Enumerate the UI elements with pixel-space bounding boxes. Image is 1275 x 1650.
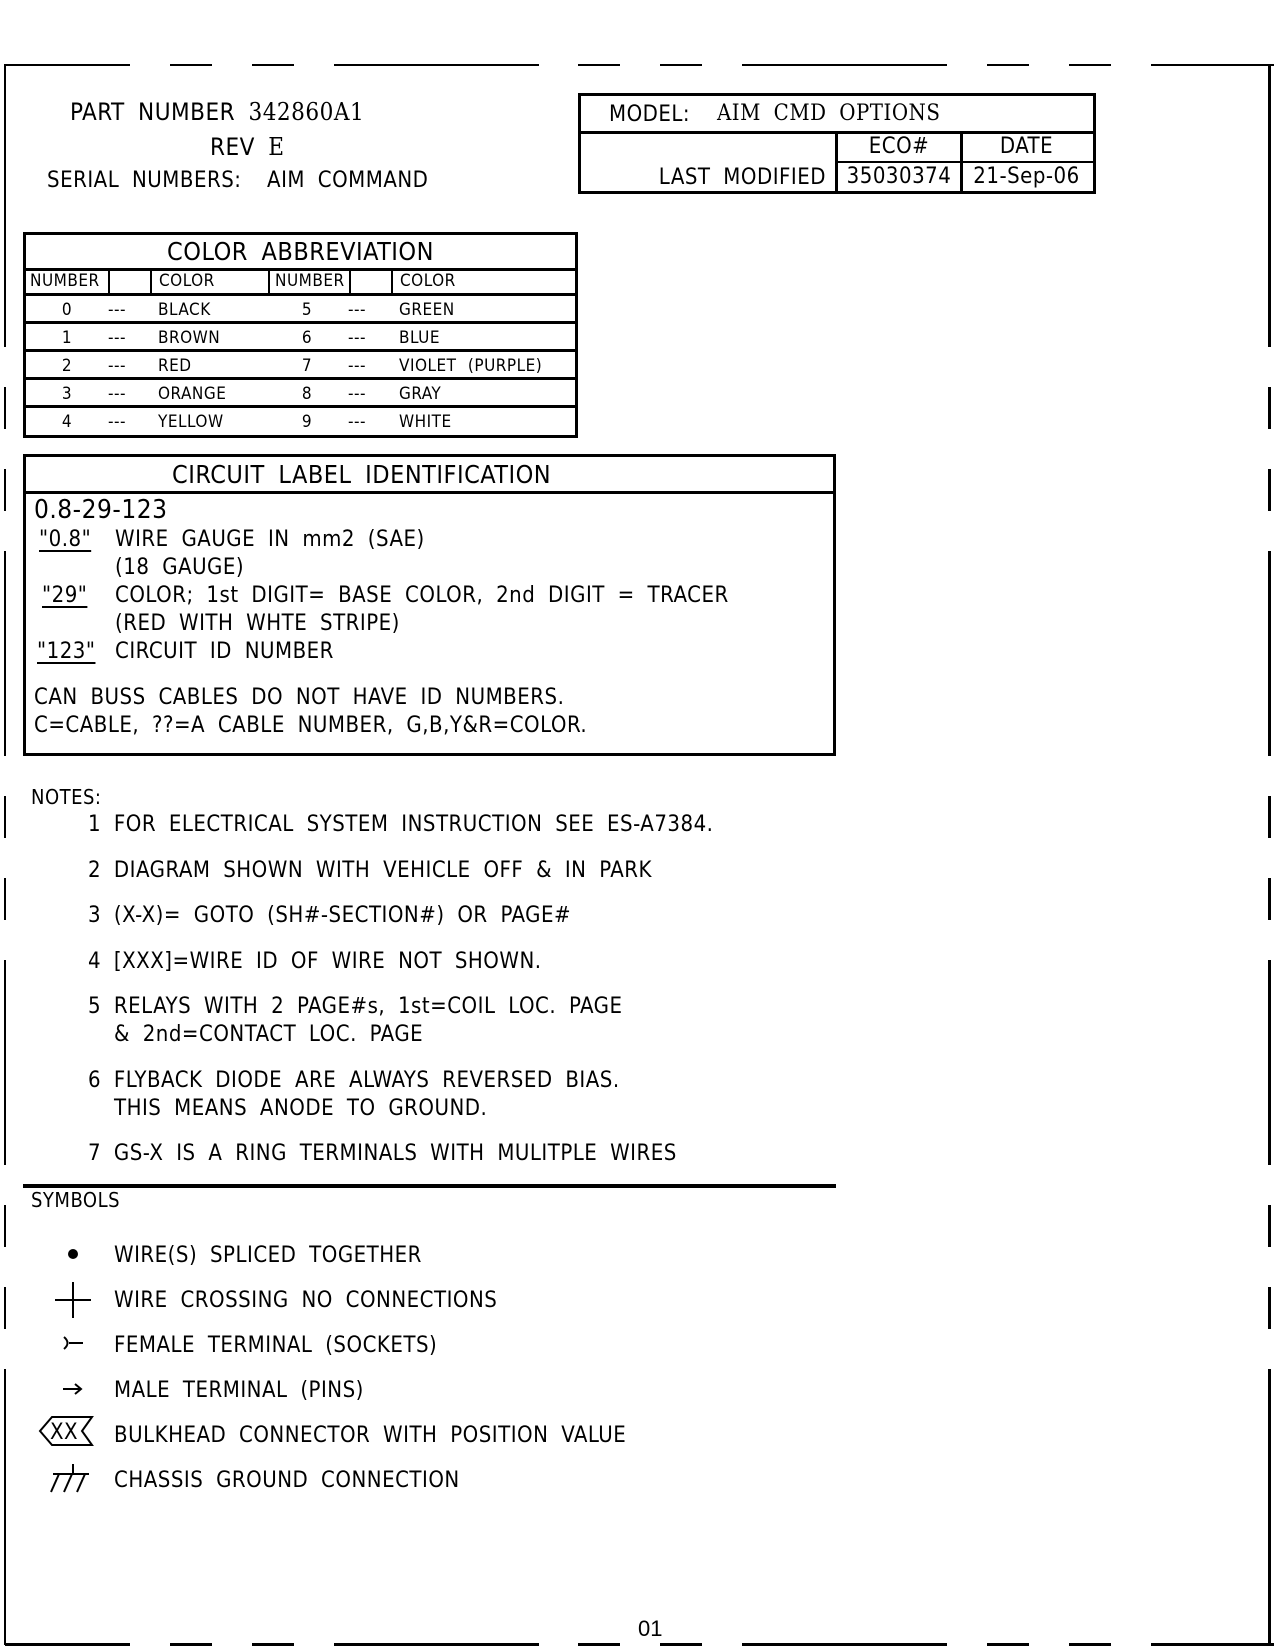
- part-number-line: [70, 98, 364, 126]
- model-value: AIM CMD OPTIONS: [717, 101, 941, 126]
- dash-separator: ---: [108, 356, 127, 376]
- note-text: RELAYS WITH 2 PAGE#s, 1st=COIL LOC. PAGE: [113, 994, 623, 1019]
- color-description: COLOR; 1st DIGIT= BASE COLOR, 2nd DIGIT = TRACER: [115, 583, 729, 608]
- dash-separator: ---: [108, 300, 127, 320]
- color-name: GRAY: [399, 384, 442, 404]
- dash-separator: ---: [348, 356, 367, 376]
- chassis-ground-icon: [42, 1458, 98, 1498]
- wire-crossing-icon: [48, 1280, 98, 1320]
- serial-numbers-value: AIM COMMAND: [267, 168, 429, 193]
- serial-numbers-label: SERIAL NUMBERS:: [47, 168, 242, 193]
- color-name: BROWN: [158, 328, 221, 348]
- color-number: 2: [61, 356, 73, 376]
- dash-separator: ---: [108, 328, 127, 348]
- circuit-id-description: CIRCUIT ID NUMBER: [115, 639, 334, 664]
- note-text: FLYBACK DIODE ARE ALWAYS REVERSED BIAS.: [113, 1068, 620, 1093]
- note-number: 2: [88, 858, 102, 883]
- color-number: 1: [61, 328, 73, 348]
- date-header: DATE: [960, 131, 1093, 163]
- notes-title: NOTES:: [31, 785, 102, 809]
- date-value: 21-Sep-06: [973, 164, 1080, 189]
- symbols-title: SYMBOLS: [31, 1188, 121, 1212]
- part-number-value: 342860A1: [248, 98, 365, 126]
- symbol-label: BULKHEAD CONNECTOR WITH POSITION VALUE: [114, 1423, 627, 1448]
- gauge-description: WIRE GAUGE IN mm2 (SAE): [115, 527, 425, 552]
- model-box: [578, 93, 1096, 194]
- circuit-label-title: [26, 457, 833, 494]
- last-modified-label: LAST MODIFIED: [658, 165, 826, 190]
- note-number: 1: [88, 812, 102, 837]
- header-color-2: COLOR: [400, 271, 456, 291]
- splice-dot-icon: [48, 1236, 98, 1272]
- note-text: DIAGRAM SHOWN WITH VEHICLE OFF & IN PARK: [113, 858, 653, 883]
- note-number: 5: [88, 994, 102, 1019]
- rev-label: REV: [210, 133, 255, 161]
- color-name: WHITE: [399, 412, 452, 432]
- note-number: 7: [88, 1141, 102, 1166]
- note-item: [88, 1068, 620, 1093]
- model-row: [581, 96, 1093, 134]
- section-divider: [23, 1184, 836, 1188]
- eco-value: 35030374: [835, 163, 963, 191]
- color-number: 0: [61, 300, 73, 320]
- header-number-2: NUMBER: [273, 268, 351, 293]
- note-item: [88, 858, 652, 883]
- female-terminal-icon: [48, 1325, 98, 1361]
- note-number: 6: [88, 1068, 102, 1093]
- symbol-label: FEMALE TERMINAL (SOCKETS): [114, 1333, 438, 1358]
- color-row: [26, 408, 575, 436]
- dash-separator: ---: [348, 300, 367, 320]
- note-number: 3: [88, 903, 102, 928]
- male-terminal-icon: [48, 1371, 98, 1407]
- part-number-label: PART NUMBER: [70, 98, 236, 126]
- color-number: 9: [301, 412, 313, 432]
- color-name: GREEN: [399, 300, 455, 320]
- header-blank-1: [110, 268, 152, 293]
- color-name: VIOLET (PURPLE): [399, 356, 543, 376]
- model-label: MODEL:: [609, 102, 691, 127]
- note-number: 4: [88, 949, 102, 974]
- circuit-label-example: 0.8-29-123: [34, 495, 168, 525]
- last-modified-cell: [581, 131, 838, 191]
- note-text: (X-X)= GOTO (SH#-SECTION#) OR PAGE#: [113, 903, 572, 928]
- page-number: 01: [638, 1616, 663, 1641]
- color-name: ORANGE: [158, 384, 227, 404]
- color-number: 4: [61, 412, 73, 432]
- note-text-continued: & 2nd=CONTACT LOC. PAGE: [114, 1022, 424, 1047]
- note-item: [88, 903, 571, 928]
- dash-separator: ---: [348, 384, 367, 404]
- cable-legend-note: C=CABLE, ??=A CABLE NUMBER, G,B,Y&R=COLOR.: [34, 713, 588, 738]
- note-item: [88, 994, 622, 1019]
- color-row: [26, 296, 575, 324]
- circuit-label-title-text: CIRCUIT LABEL IDENTIFICATION: [172, 460, 552, 489]
- color-number: 5: [301, 300, 313, 320]
- gauge-description-2: (18 GAUGE): [115, 555, 245, 580]
- symbol-label: WIRE CROSSING NO CONNECTIONS: [114, 1288, 498, 1313]
- color-row: [26, 324, 575, 352]
- color-abbreviation-table: [23, 232, 578, 438]
- gauge-key: "0.8": [39, 527, 92, 552]
- note-item: [88, 949, 542, 974]
- symbol-label: MALE TERMINAL (PINS): [114, 1378, 364, 1403]
- note-item: [88, 812, 713, 837]
- color-number: 3: [61, 384, 73, 404]
- color-name: YELLOW: [158, 412, 224, 432]
- dash-separator: ---: [108, 384, 127, 404]
- dash-separator: ---: [348, 328, 367, 348]
- color-description-2: (RED WITH WHTE STRIPE): [115, 611, 400, 636]
- note-text-continued: THIS MEANS ANODE TO GROUND.: [114, 1096, 488, 1121]
- serial-numbers-line: [47, 168, 428, 193]
- rev-value: E: [268, 133, 285, 161]
- header-blank-2: [351, 268, 393, 293]
- color-number: 7: [301, 356, 313, 376]
- color-row: [26, 352, 575, 380]
- circuit-id-key: "123": [37, 639, 96, 664]
- header-color-1: COLOR: [155, 268, 270, 293]
- note-text: GS-X IS A RING TERMINALS WITH MULITPLE WIRES: [113, 1141, 677, 1166]
- bulkhead-connector-icon: [36, 1414, 96, 1450]
- dash-separator: ---: [348, 412, 367, 432]
- color-key: "29": [42, 583, 88, 608]
- symbol-label: CHASSIS GROUND CONNECTION: [114, 1468, 460, 1493]
- revision-line: [210, 133, 285, 161]
- dash-separator: ---: [108, 412, 127, 432]
- symbol-label: WIRE(S) SPLICED TOGETHER: [114, 1243, 422, 1268]
- note-text: [XXX]=WIRE ID OF WIRE NOT SHOWN.: [113, 949, 542, 974]
- eco-grid: [581, 131, 1093, 191]
- note-text: FOR ELECTRICAL SYSTEM INSTRUCTION SEE ES-A7384.: [113, 812, 714, 837]
- color-table-title: COLOR ABBREVIATION: [26, 235, 575, 271]
- color-row: [26, 380, 575, 408]
- bulkhead-position-value: XX: [49, 1419, 79, 1445]
- header-number-1: NUMBER: [30, 268, 110, 293]
- color-name: BLACK: [158, 300, 211, 320]
- color-name: BLUE: [399, 328, 441, 348]
- color-number: 6: [301, 328, 313, 348]
- eco-header: ECO#: [835, 131, 963, 163]
- can-buss-note: CAN BUSS CABLES DO NOT HAVE ID NUMBERS.: [34, 685, 565, 710]
- color-number: 8: [301, 384, 313, 404]
- color-table-header: [26, 268, 575, 296]
- color-name: RED: [158, 356, 192, 376]
- circuit-label-identification: [23, 454, 836, 756]
- note-item: [88, 1141, 677, 1166]
